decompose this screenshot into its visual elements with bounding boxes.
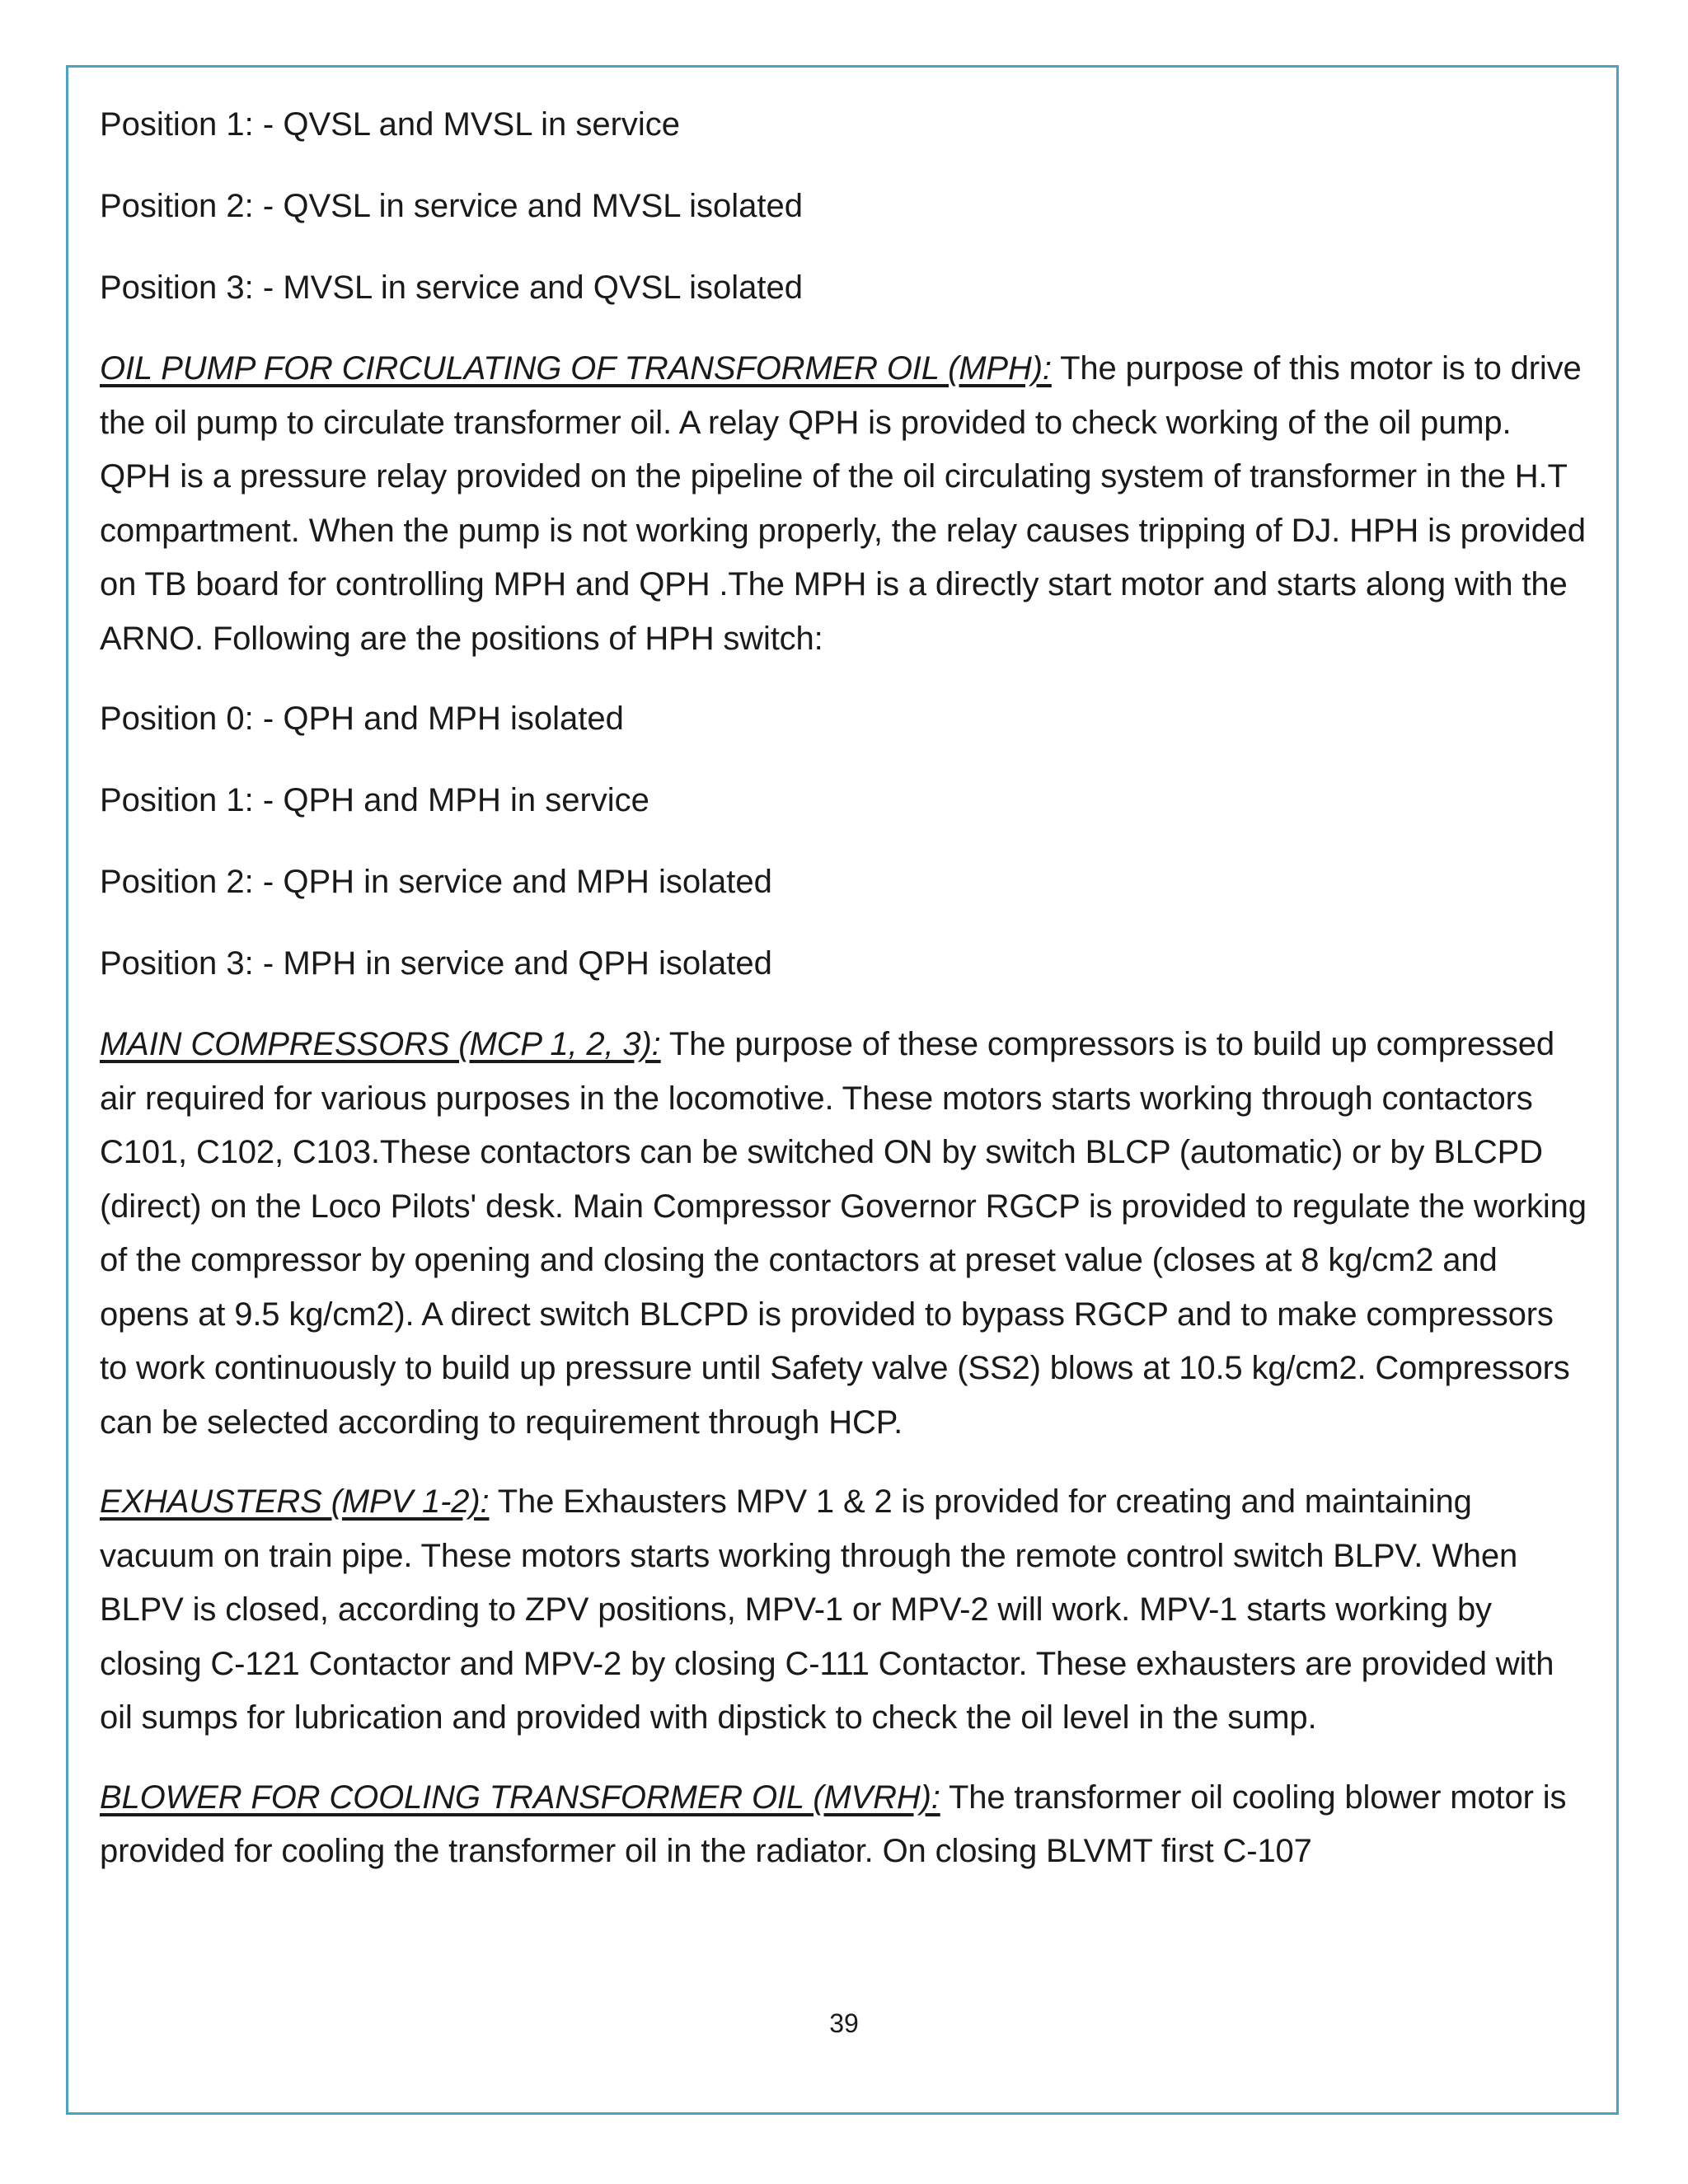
- hph-position-0: Position 0: - QPH and MPH isolated: [100, 701, 624, 737]
- mvsl-position-3: Position 3: - MVSL in service and QVSL isolated: [100, 269, 804, 306]
- blower-text: The transformer oil cooling blower motor is provided for cooling the transformer oil in the radiator. On closing BLVMT first C-107: [100, 1779, 1567, 1869]
- exhausters-heading: EXHAUSTERS (MPV 1-2):: [100, 1483, 490, 1520]
- exhausters-paragraph: [100, 1475, 1588, 1746]
- main-compressors-text: The purpose of these compressors is to build up compressed air required for various purposes in the locomotive. These motors starts working through contactors C101, C102, C103.These contactors can be switched ON by switch BLCP (automatic) or by BLCPD (direct) on the Loco Pilots' desk. Main Compressor Governor RGCP is provided to regulate the working of the compressor by opening and closing the contactors at preset value (closes at 8 kg/cm2 and opens at 9.5 kg/cm2). A direct switch BLCPD is provided to bypass RGCP and to make compressors to work continuously to build up pressure until Safety valve (SS2) blows at 10.5 kg/cm2. Compressors can be selected according to requirement through HCP.: [100, 1026, 1587, 1441]
- hph-position-3: Position 3: - MPH in service and QPH isolated: [100, 945, 772, 982]
- mvsl-position-2: Position 2: - QVSL in service and MVSL isolated: [100, 188, 804, 224]
- hph-position-1: Position 1: - QPH and MPH in service: [100, 782, 649, 818]
- page-content: [100, 97, 1588, 1905]
- hph-position-2: Position 2: - QPH in service and MPH isolated: [100, 864, 772, 900]
- blower-heading: BLOWER FOR COOLING TRANSFORMER OIL (MVRH):: [100, 1779, 940, 1816]
- page-number: 39: [829, 2008, 859, 2038]
- mvsl-position-1: Position 1: - QVSL and MVSL in service: [100, 106, 681, 143]
- main-compressors-paragraph: [100, 1018, 1588, 1450]
- oil-pump-heading: OIL PUMP FOR CIRCULATING OF TRANSFORMER OIL (MPH):: [100, 350, 1052, 387]
- exhausters-text: The Exhausters MPV 1 & 2 is provided for creating and maintaining vacuum on train pipe. These motors starts working through the remote control switch BLPV. When BLPV is closed, according to ZPV positions, MPV-1 or MPV-2 will work. MPV-1 starts working by closing C-121 Contactor and MPV-2 by closing C-111 Contactor. These exhausters are provided with oil sumps for lubrication and provided with dipstick to check the oil level in the sump.: [100, 1483, 1554, 1736]
- oil-pump-paragraph: [100, 342, 1588, 666]
- oil-pump-text: The purpose of this motor is to drive the oil pump to circulate transformer oil. A relay QPH is provided to check working of the oil pump. QPH is a pressure relay provided on the pipeline of the oil circulating system of transformer in the H.T compartment. When the pump is not working properly, the relay causes tripping of DJ. HPH is provided on TB board for controlling MPH and QPH .The MPH is a directly start motor and starts along with the ARNO. Following are the positions of HPH switch:: [100, 350, 1586, 657]
- blower-paragraph: [100, 1771, 1588, 1879]
- main-compressors-heading: MAIN COMPRESSORS (MCP 1, 2, 3):: [100, 1026, 661, 1062]
